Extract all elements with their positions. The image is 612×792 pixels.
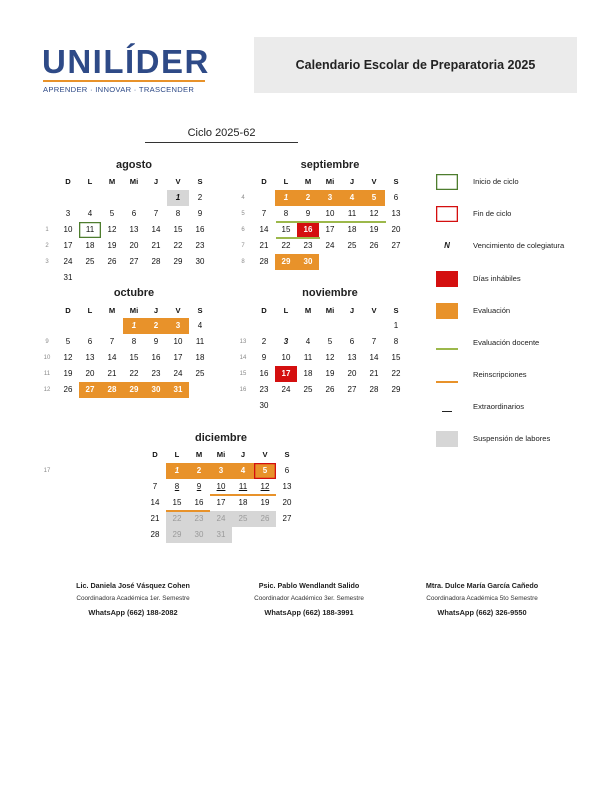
logo-wordmark: UNILÍDER	[42, 43, 210, 80]
day-cell: 1	[167, 190, 189, 206]
day-cell: 22	[173, 241, 183, 250]
contact-phone: WhatsApp (662) 188-3991	[264, 608, 354, 617]
weekday-label: L	[174, 450, 180, 459]
day-cell: 27	[391, 241, 401, 250]
day-cell: 27	[347, 385, 357, 394]
day-cell: 20	[129, 241, 139, 250]
day-cell: 7	[153, 209, 159, 218]
weekday-label: Mi	[216, 450, 226, 459]
day-cell: 2	[145, 318, 167, 334]
weekday-label: M	[108, 177, 116, 186]
legend-label: Evaluación	[473, 306, 511, 315]
day-cell: 18	[195, 353, 205, 362]
weekday-label: D	[261, 306, 267, 315]
day-cell: 12	[107, 225, 117, 234]
day-cell: 21	[150, 514, 160, 523]
weekday-label: V	[371, 306, 377, 315]
day-cell: 16	[195, 225, 205, 234]
day-cell: 26	[369, 241, 379, 250]
day-cell: 8	[283, 209, 289, 218]
legend-swatch-underline-glyph-icon	[436, 399, 458, 415]
day-cell: 20	[85, 369, 95, 378]
day-cell: 30	[259, 401, 269, 410]
day-cell: 11	[195, 337, 205, 346]
legend-label: Inicio de ciclo	[473, 177, 519, 186]
day-cell: 29	[166, 527, 188, 543]
weekday-label: D	[65, 306, 71, 315]
day-cell: 6	[131, 209, 137, 218]
day-cell: 8	[393, 337, 399, 346]
weekday-label: S	[284, 450, 290, 459]
legend-label: Extraordinarios	[473, 402, 525, 411]
day-cell: 1	[393, 321, 399, 330]
legend-label: Suspensión de labores	[473, 434, 551, 443]
day-cell: 19	[325, 369, 335, 378]
evaluacion-docente-line	[276, 221, 386, 223]
week-number: 9	[45, 339, 49, 345]
day-cell: 30	[145, 382, 167, 398]
day-cell: 30	[188, 527, 210, 543]
day-cell: 2	[297, 190, 319, 206]
day-cell: 18	[85, 241, 95, 250]
day-cell: 3	[283, 337, 289, 346]
day-cell: 23	[195, 241, 205, 250]
day-cell: 7	[371, 337, 377, 346]
day-cell: 24	[210, 511, 232, 527]
weekday-label: V	[262, 450, 268, 459]
day-cell: 1	[123, 318, 145, 334]
weekday-label: Mi	[325, 306, 335, 315]
day-cell: 19	[107, 241, 117, 250]
day-cell: 7	[152, 482, 158, 491]
day-cell: 9	[305, 209, 311, 218]
week-number: 5	[241, 211, 245, 217]
day-cell: 7	[261, 209, 267, 218]
day-cell: 23	[259, 385, 269, 394]
day-cell: 11	[303, 353, 313, 362]
week-number: 13	[239, 339, 247, 345]
day-cell: 7	[109, 337, 115, 346]
day-cell: 13	[282, 482, 292, 491]
weekday-label: M	[304, 177, 312, 186]
day-cell: 12	[369, 209, 379, 218]
week-number: 3	[45, 259, 49, 265]
day-cell: 22	[391, 369, 401, 378]
weekday-label: V	[371, 177, 377, 186]
cycle-label: Ciclo 2025-62	[187, 127, 256, 139]
legend-label: Evaluación docente	[473, 338, 540, 347]
week-number: 2	[45, 243, 49, 249]
day-cell: 30	[297, 254, 319, 270]
weekday-label: J	[153, 306, 159, 315]
day-cell: 31	[63, 273, 73, 282]
day-cell: 10	[173, 337, 183, 346]
day-cell: 17	[216, 498, 226, 507]
weekday-label: J	[349, 177, 355, 186]
day-cell: 21	[151, 241, 161, 250]
month-title: noviembre	[302, 287, 358, 299]
weekday-label: M	[195, 450, 203, 459]
day-cell: 14	[107, 353, 117, 362]
day-cell: 12	[325, 353, 335, 362]
reinscripciones-line	[210, 494, 276, 496]
page-title: Calendario Escolar de Preparatoria 2025	[295, 58, 536, 72]
day-cell: 24	[63, 257, 73, 266]
day-cell: 17	[275, 366, 297, 382]
day-cell: 13	[391, 209, 401, 218]
day-cell: 25	[232, 511, 254, 527]
day-cell: 13	[85, 353, 95, 362]
week-number: 6	[241, 227, 245, 233]
day-cell: 21	[259, 241, 269, 250]
day-cell: 17	[63, 241, 73, 250]
day-cell: 31	[167, 382, 189, 398]
day-cell: 11	[79, 222, 101, 238]
day-cell: 20	[347, 369, 357, 378]
day-cell: 25	[347, 241, 357, 250]
day-cell: 22	[129, 369, 139, 378]
day-cell: 12	[63, 353, 73, 362]
day-cell: 13	[129, 225, 139, 234]
day-cell: 3	[319, 190, 341, 206]
day-cell: 1	[166, 463, 188, 479]
day-cell: 5	[254, 463, 276, 479]
day-cell: 25	[303, 385, 313, 394]
day-cell: 9	[197, 209, 203, 218]
weekday-label: L	[87, 306, 93, 315]
week-number: 17	[43, 468, 51, 474]
day-cell: 10	[63, 225, 73, 234]
week-number: 10	[43, 355, 51, 361]
day-cell: 29	[173, 257, 183, 266]
day-cell: 8	[174, 482, 180, 491]
day-cell: 29	[391, 385, 401, 394]
week-number: 7	[241, 243, 245, 249]
day-cell: 23	[303, 241, 313, 250]
logo-tagline: APRENDER · INNOVAR · TRASCENDER	[43, 85, 195, 94]
week-number: 8	[241, 259, 245, 265]
day-cell: 15	[391, 353, 401, 362]
day-cell: 9	[196, 482, 202, 491]
day-cell: 29	[275, 254, 297, 270]
day-cell: 27	[282, 514, 292, 523]
weekday-label: J	[349, 306, 355, 315]
cycle-underline	[145, 142, 298, 143]
month-title: agosto	[115, 159, 153, 171]
day-cell: 6	[393, 193, 399, 202]
day-cell: 26	[325, 385, 335, 394]
contact-name: Psic. Pablo Wendlandt Salido	[258, 581, 360, 590]
week-number: 12	[43, 387, 51, 393]
day-cell: 25	[85, 257, 95, 266]
contact-phone: WhatsApp (662) 188-2082	[88, 608, 178, 617]
day-cell: 13	[347, 353, 357, 362]
day-cell: 12	[260, 482, 270, 491]
day-cell: 11	[347, 209, 357, 218]
day-cell: 21	[369, 369, 379, 378]
weekday-label: L	[283, 177, 289, 186]
day-cell: 29	[123, 382, 145, 398]
contact-role: Coordinadora Académica 1er. Semestre	[76, 595, 190, 602]
day-cell: 26	[63, 385, 73, 394]
day-cell: 15	[173, 225, 183, 234]
day-cell: 14	[369, 353, 379, 362]
weekday-label: L	[283, 306, 289, 315]
contact-name: Lic. Daniela José Vásquez Cohen	[76, 581, 190, 590]
day-cell: 5	[363, 190, 385, 206]
day-cell: 2	[197, 193, 203, 202]
day-cell: 24	[173, 369, 183, 378]
day-cell: 26	[107, 257, 117, 266]
day-cell: 17	[173, 353, 183, 362]
day-cell: 16	[194, 498, 204, 507]
weekday-label: D	[65, 177, 71, 186]
day-cell: 4	[197, 321, 203, 330]
legend-swatch-green-outline-square-icon	[436, 174, 458, 190]
legend-swatch-red-filled-square-icon	[436, 271, 458, 287]
legend-swatch-red-outline-square-icon	[436, 206, 458, 222]
legend-swatch-italic-n-glyph-icon: N	[444, 241, 450, 250]
week-number: 16	[239, 387, 247, 393]
day-cell: 15	[172, 498, 182, 507]
day-cell: 2	[188, 463, 210, 479]
day-cell: 20	[391, 225, 401, 234]
day-cell: 4	[341, 190, 363, 206]
day-cell: 3	[167, 318, 189, 334]
legend-label: Reinscripciones	[473, 370, 527, 379]
day-cell: 16	[297, 222, 319, 238]
contact-phone: WhatsApp (662) 326-9550	[437, 608, 527, 617]
day-cell: 24	[281, 385, 291, 394]
contact-card	[224, 581, 394, 617]
month-title: septiembre	[300, 159, 360, 171]
day-cell: 2	[261, 337, 267, 346]
weekday-label: S	[393, 177, 399, 186]
contact-role: Coordinadora Académica 5to Semestre	[426, 595, 538, 602]
contact-name: Mtra. Dulce María García Cañedo	[425, 581, 539, 590]
day-cell: 6	[349, 337, 355, 346]
day-cell: 26	[254, 511, 276, 527]
weekday-label: M	[108, 306, 116, 315]
day-cell: 17	[325, 225, 335, 234]
orange-line-icon	[436, 381, 458, 383]
day-cell: 15	[129, 353, 139, 362]
day-cell: 4	[305, 337, 311, 346]
weekday-label: J	[240, 450, 246, 459]
weekday-label: D	[261, 177, 267, 186]
day-cell: 1	[275, 190, 297, 206]
day-cell: 4	[87, 209, 93, 218]
logo-underline	[43, 80, 205, 82]
day-cell: 6	[87, 337, 93, 346]
day-cell: 15	[281, 225, 291, 234]
legend-label: Vencimiento de colegiatura	[473, 241, 565, 250]
day-cell: 28	[369, 385, 379, 394]
day-cell: 18	[303, 369, 313, 378]
legend-swatch-orange-line-icon	[436, 367, 458, 383]
day-cell: 8	[175, 209, 181, 218]
day-cell: 28	[101, 382, 123, 398]
weekday-label: Mi	[129, 177, 139, 186]
day-cell: 14	[150, 498, 160, 507]
legend-label: Fin de ciclo	[473, 209, 512, 218]
day-cell: 28	[151, 257, 161, 266]
weekday-label: S	[197, 306, 203, 315]
day-cell: 23	[151, 369, 161, 378]
weekday-label: L	[87, 177, 93, 186]
day-cell: 4	[232, 463, 254, 479]
week-number: 15	[239, 371, 247, 377]
day-cell: 23	[188, 511, 210, 527]
week-number: 14	[239, 355, 247, 361]
legend-label: Días inhábiles	[473, 274, 521, 283]
day-cell: 18	[238, 498, 248, 507]
day-cell: 10	[281, 353, 291, 362]
day-cell: 30	[195, 257, 205, 266]
day-cell: 14	[151, 225, 161, 234]
day-cell: 8	[131, 337, 137, 346]
day-cell: 5	[109, 209, 115, 218]
legend-swatch-green-line-icon	[436, 335, 458, 351]
contact-card	[48, 581, 218, 617]
day-cell: 3	[210, 463, 232, 479]
month-title: diciembre	[195, 432, 247, 444]
legend-swatch-orange-filled-square-icon	[436, 303, 458, 319]
day-cell: 5	[327, 337, 333, 346]
contact-role: Coordinador Académico 3er. Semestre	[254, 595, 364, 602]
day-cell: 22	[166, 511, 188, 527]
day-cell: 11	[238, 482, 248, 491]
day-cell: 10	[216, 482, 226, 491]
day-cell: 20	[282, 498, 292, 507]
legend-swatch-gray-filled-square-icon	[436, 431, 458, 447]
day-cell: 22	[281, 241, 291, 250]
weekday-label: Mi	[325, 177, 335, 186]
day-cell: 28	[150, 530, 160, 539]
weekday-label: V	[175, 306, 181, 315]
day-cell: 19	[260, 498, 270, 507]
underline-glyph-icon	[442, 411, 452, 412]
day-cell: 18	[347, 225, 357, 234]
weekday-label: V	[175, 177, 181, 186]
day-cell: 16	[259, 369, 269, 378]
day-cell: 31	[210, 527, 232, 543]
weekday-label: D	[152, 450, 158, 459]
weekday-label: J	[153, 177, 159, 186]
day-cell: 14	[259, 225, 269, 234]
green-line-icon	[436, 348, 458, 350]
weekday-label: S	[393, 306, 399, 315]
evaluacion-docente-line	[276, 237, 320, 239]
day-cell: 9	[261, 353, 267, 362]
day-cell: 9	[153, 337, 159, 346]
day-cell: 27	[129, 257, 139, 266]
day-cell: 5	[65, 337, 71, 346]
week-number: 1	[45, 227, 49, 233]
month-title: octubre	[113, 287, 155, 299]
day-cell: 16	[151, 353, 161, 362]
day-cell: 19	[369, 225, 379, 234]
day-cell: 19	[63, 369, 73, 378]
weekday-label: S	[197, 177, 203, 186]
weekday-label: Mi	[129, 306, 139, 315]
contact-card	[397, 581, 567, 617]
day-cell: 24	[325, 241, 335, 250]
week-number: 11	[43, 371, 51, 377]
weekday-label: M	[304, 306, 312, 315]
week-number: 4	[241, 195, 245, 201]
day-cell: 27	[79, 382, 101, 398]
day-cell: 10	[325, 209, 335, 218]
reinscripciones-line	[166, 510, 210, 512]
day-cell: 28	[259, 257, 269, 266]
day-cell: 25	[195, 369, 205, 378]
day-cell: 6	[284, 466, 290, 475]
day-cell: 21	[107, 369, 117, 378]
day-cell: 3	[65, 209, 71, 218]
